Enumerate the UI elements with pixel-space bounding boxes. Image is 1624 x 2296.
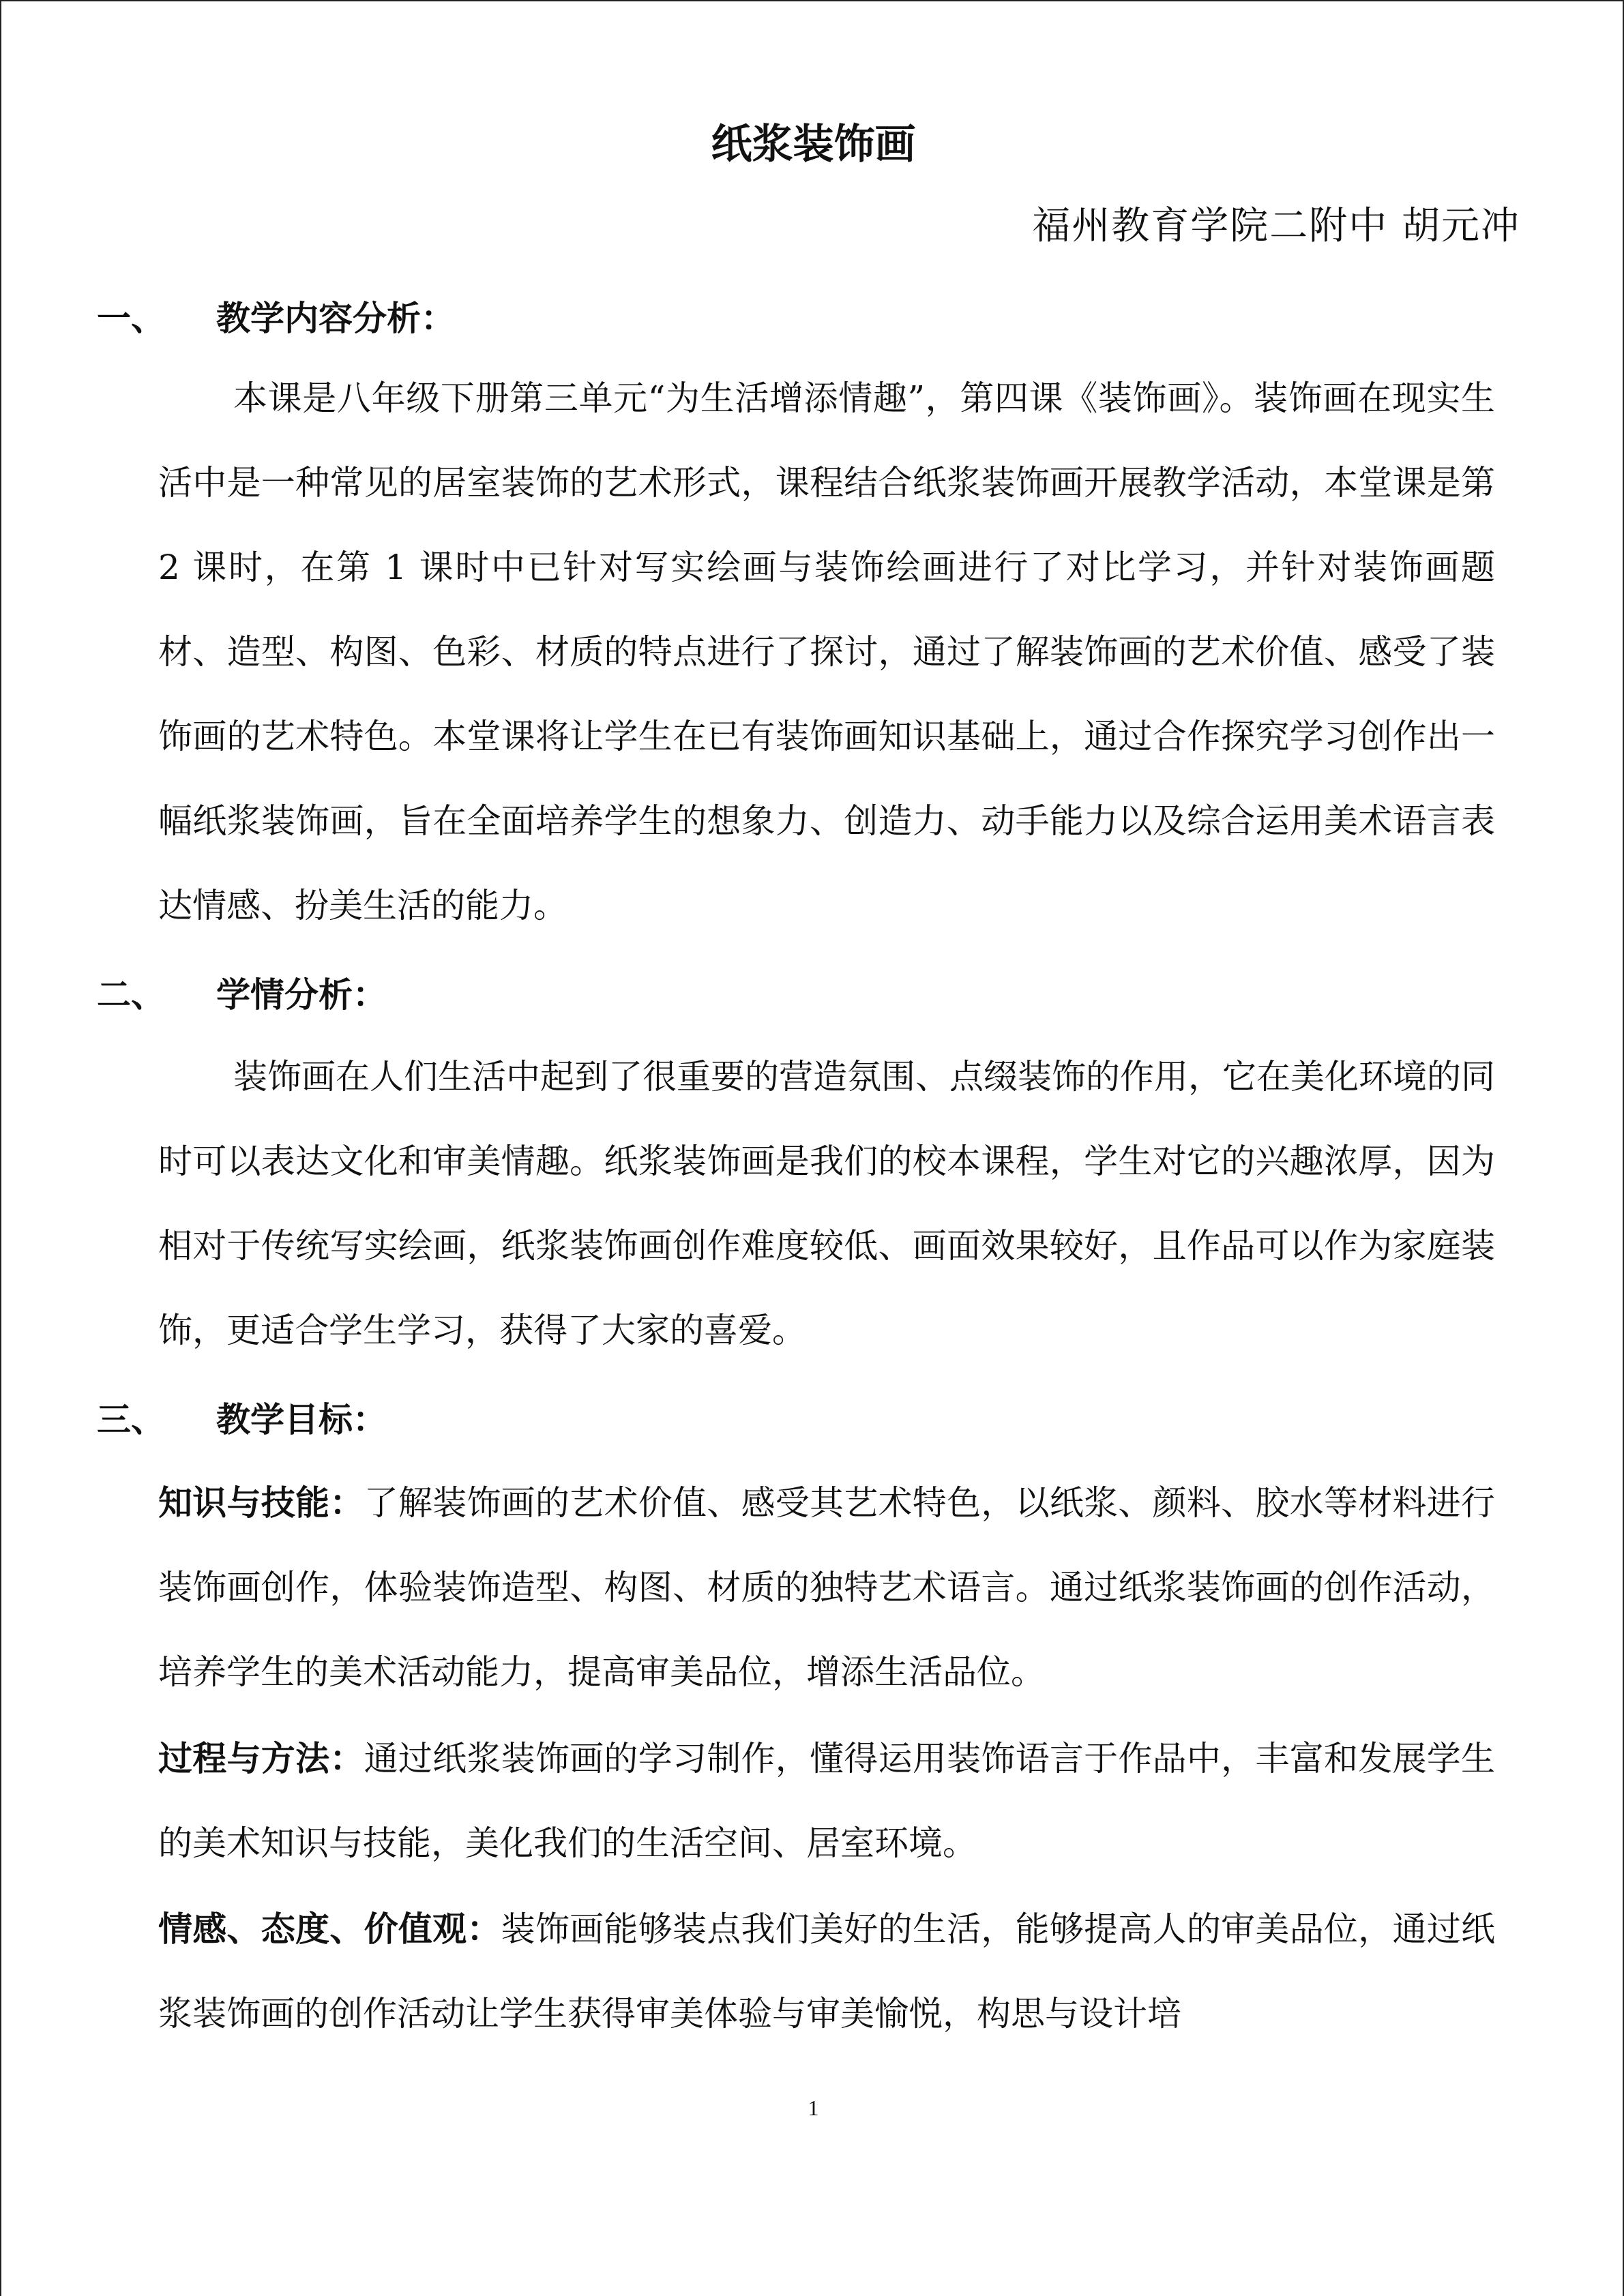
objective-text: 装饰画能够装点我们美好的生活，能够提高人的审美品位，通过纸浆装饰画的创作活动让学生获得审美体验与审美愉悦，构思与设计培 (158, 1909, 1496, 2033)
document-title: 纸浆装饰画 (711, 121, 916, 168)
page-number: 1 (808, 2096, 819, 2120)
section-body-content-analysis: 本课是八年级下册第三单元“为生活增添情趣”，第四课《装饰画》。装饰画在现实生活中是一种常见的居室装饰的艺术形式，课程结合纸浆装饰画开展教学活动，本堂课是第 2 课时，在第 1 课时中已针对写实绘画与装饰绘画进行了对比学习，并针对装饰画题材、造型、构图、色彩、材质的特点进行了探讨，通过了解装饰画的艺术价值、感受了装饰画的艺术特色。本堂课将让学生在已有装饰画知识基础上，通过合作探究学习创作出一幅纸浆装饰画，旨在全面培养学生的想象力、创造力、动手能力以及综合运用美术语言表达情感、扮美生活的能力。 (158, 378, 1495, 925)
objective-process-methods (158, 1716, 1495, 1885)
objective-text: 了解装饰画的艺术价值、感受其艺术特色，以纸浆、颜料、胶水等材料进行装饰画创作，体验装饰造型、构图、材质的独特艺术语言。通过纸浆装饰画的创作活动，培养学生的美术活动能力，提高审美品位，增添生活品位。 (158, 1483, 1496, 1692)
section-body-learner-analysis: 装饰画在人们生活中起到了很重要的营造氛围、点缀装饰的作用，它在美化环境的同时可以表达文化和审美情趣。纸浆装饰画是我们的校本课程，学生对它的兴趣浓厚，因为相对于传统写实绘画，纸浆装饰画创作难度较低、画面效果较好，且作品可以作为家庭装饰，更适合学生学习，获得了大家的喜爱。 (158, 1057, 1495, 1350)
section-title: 教学目标： (216, 1400, 387, 1440)
objective-text: 通过纸浆装饰画的学习制作，懂得运用装饰语言于作品中，丰富和发展学生的美术知识与技能，美化我们的生活空间、居室环境。 (158, 1739, 1496, 1863)
objective-label: 知识与技能： (158, 1483, 364, 1523)
section-heading-content-analysis (97, 291, 455, 346)
section-heading-learner-analysis (97, 968, 387, 1022)
objective-label: 过程与方法： (158, 1739, 364, 1778)
section-heading-teaching-objectives (97, 1392, 387, 1447)
author-line: 福州教育学院二附中 胡元冲 (1032, 204, 1520, 248)
section-number: 一、 (97, 299, 165, 338)
section-number: 二、 (97, 975, 165, 1015)
objective-label: 情感、态度、价值观： (158, 1909, 501, 1949)
section-number: 三、 (97, 1400, 165, 1440)
objective-knowledge-skills (158, 1461, 1495, 1714)
section-title: 教学内容分析： (216, 299, 455, 338)
objective-emotion-values (158, 1887, 1495, 2056)
section-title: 学情分析： (216, 975, 387, 1015)
